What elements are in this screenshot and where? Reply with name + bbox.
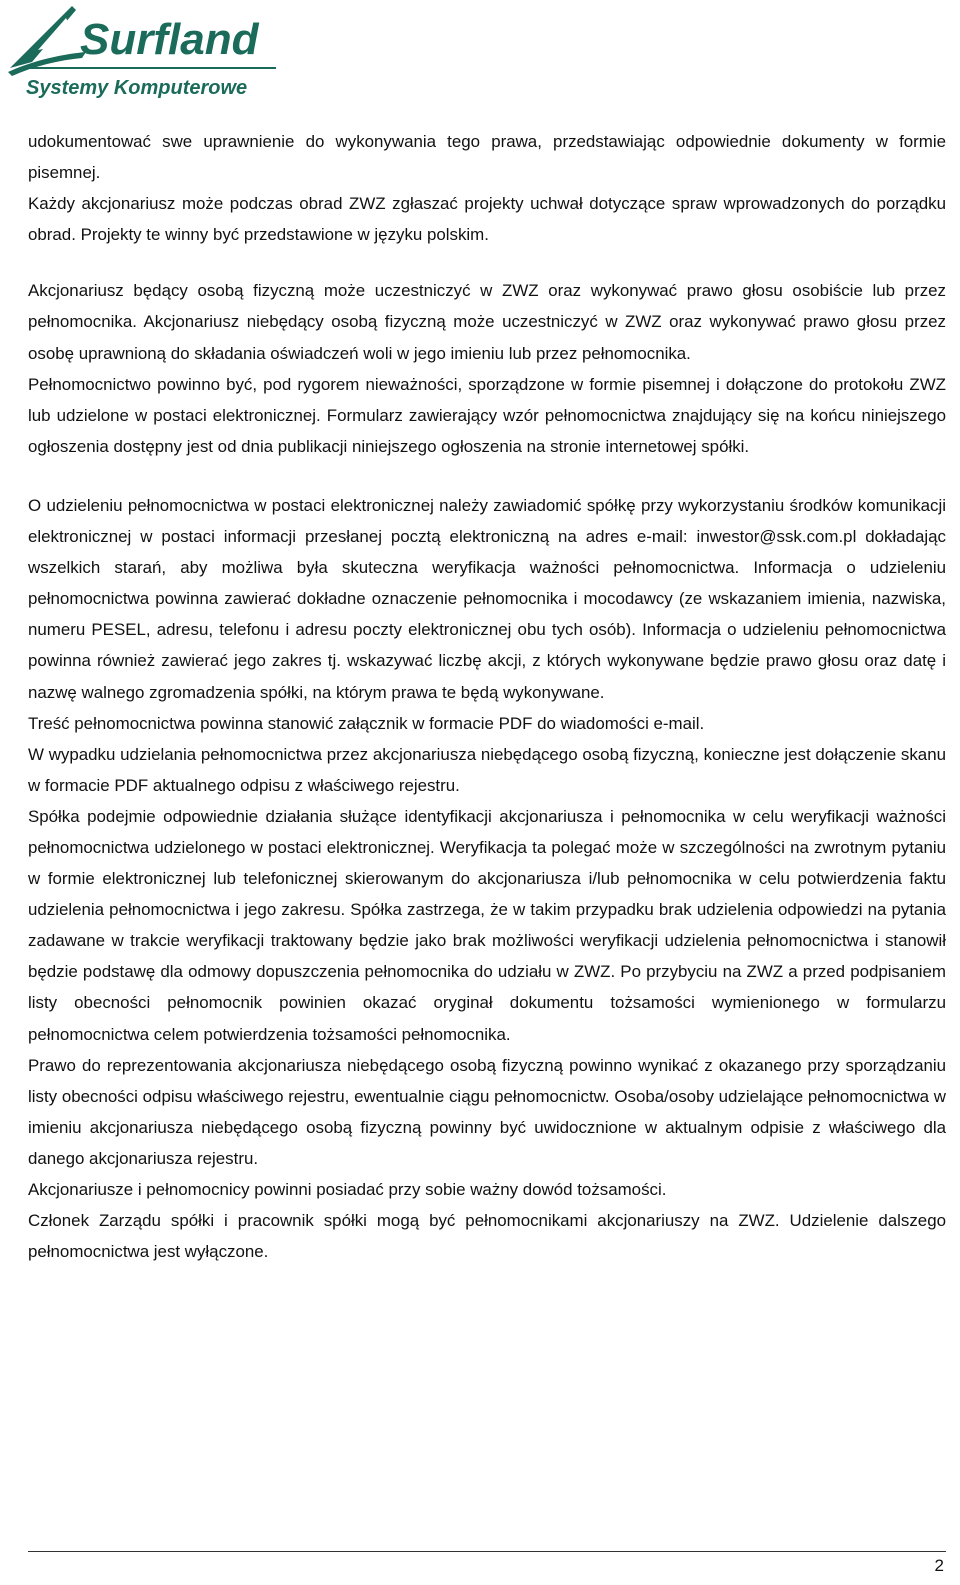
paragraph-participation: Akcjonariusz będący osobą fizyczną może uczestniczyć w ZWZ oraz wykonywać prawo głosu osobiście lub przez pełnomocnika. Akcjonariusz niebędący osobą fizyczną może uczestniczyć w ZWZ oraz wykonywać prawo głosu przez osobę uprawnioną do składania oświadczeń woli w jego imieniu lub przez pełnomocnika. bbox=[28, 281, 946, 363]
paragraph-draft-resolutions: Każdy akcjonariusz może podczas obrad ZWZ zgłaszać projekty uchwał dotyczące spraw wprowadzonych do porządku obrad. Projekty te winny być przedstawione w języku polskim. bbox=[28, 194, 946, 245]
footer-divider bbox=[28, 1551, 946, 1552]
paragraph-registry-scan: W wypadku udzielania pełnomocnictwa przez akcjonariusza niebędącego osobą fizyczną, konieczne jest dołączenie skanu w formacie PDF aktualnego odpisu z właściwego rejestru. bbox=[28, 744, 946, 795]
paragraph-pdf-attachment: Treść pełnomocnictwa powinna stanowić załącznik w formacie PDF do wiadomości e-mail. bbox=[28, 713, 705, 733]
paragraph-representation: Prawo do reprezentowania akcjonariusza niebędącego osobą fizyczną powinno wynikać z okazanego przy sporządzaniu listy obecności odpisu właściwego rejestru, ewentualnie ciągu pełnomocnictw. Osoba/osoby udzielające pełnomocnictwa w imieniu akcjonariusza niebędącego osobą fizyczną powinny być uwidocznione w aktualnym odpisie z właściwego dla danego akcjonariusza rejestru. bbox=[28, 1055, 946, 1168]
paragraph-identity-document: Akcjonariusze i pełnomocnicy powinni posiadać przy sobie ważny dowód tożsamości. bbox=[28, 1180, 667, 1199]
paragraph-board-members: Członek Zarządu spółki i pracownik spółki mogą być pełnomocnikami akcjonariuszy na ZWZ. Udzielenie dalszego pełnomocnictwa jest wyłączone. bbox=[28, 1211, 946, 1262]
surfland-logo-graphic bbox=[4, 2, 284, 102]
paragraph-power-of-attorney-form: Pełnomocnictwo powinno być, pod rygorem nieważności, sporządzone w formie pisemnej i dołączone do protokołu ZWZ lub udzielone w postaci elektronicznej. Formularz zawierający wzór pełnomocnictwa znajdujący się na końcu niniejszego ogłoszenia dostępny jest od dnia publikacji niniejszego ogłoszenia na stronie internetowej spółki. bbox=[28, 374, 946, 456]
page-number: 2 bbox=[934, 1556, 944, 1575]
paragraph-electronic-notice: O udzieleniu pełnomocnictwa w postaci elektronicznej należy zawiadomić spółkę przy wykorzystaniu środków komunikacji elektronicznej w postaci informacji przesłanej pocztą elektroniczną na adres e-mail: inwestor@ssk.com.pl dokładając wszelkich starań, aby możliwa była skuteczna weryfikacja ważności pełnomocnictwa. Informacja o udzieleniu pełnomocnictwa powinna zawierać dokładne oznaczenie pełnomocnika i mocodawcy (ze wskazaniem imienia, nazwiska, numeru PESEL, adresu, telefonu i adresu poczty elektronicznej obu tych osób). Informacja o udzieleniu pełnomocnictwa powinna również zawierać jego zakres tj. wskazywać liczbę akcji, z których wykonywane będzie prawo głosu oraz datę i nazwę walnego zgromadzenia spółki, na którym prawa te będą wykonywane. bbox=[28, 495, 946, 702]
logo-tagline: Systemy Komputerowe bbox=[26, 77, 248, 99]
document-body bbox=[28, 126, 946, 1267]
surfland-logo bbox=[4, 2, 284, 102]
paragraph-proof-of-rights: udokumentować swe uprawnienie do wykonywania tego prawa, przedstawiając odpowiednie dokumenty w formie pisemnej. bbox=[28, 132, 946, 183]
paragraph-verification: Spółka podejmie odpowiednie działania służące identyfikacji akcjonariusza i pełnomocnika w celu weryfikacji ważności pełnomocnictwa udzielonego w postaci elektronicznej. Weryfikacja ta polegać może w szczególności na zwrotnym pytaniu w formie elektronicznej lub telefonicznej skierowanym do akcjonariusza i/lub pełnomocnika w celu potwierdzenia faktu udzielenia pełnomocnictwa i jego zakresu. Spółka zastrzega, że w takim przypadku brak udzielenia odpowiedzi na pytania zadawane w trakcie weryfikacji traktowany będzie jako brak możliwości weryfikacji udzielenia pełnomocnictwa i stanowił będzie podstawę dla odmowy dopuszczenia pełnomocnika do udziału w ZWZ. Po przybyciu na ZWZ a przed podpisaniem listy obecności pełnomocnik powinien okazać oryginał dokumentu tożsamości wymienionego w formularzu pełnomocnictwa celem potwierdzenia tożsamości pełnomocnika. bbox=[28, 806, 946, 1044]
logo-name: Surfland bbox=[80, 15, 259, 64]
